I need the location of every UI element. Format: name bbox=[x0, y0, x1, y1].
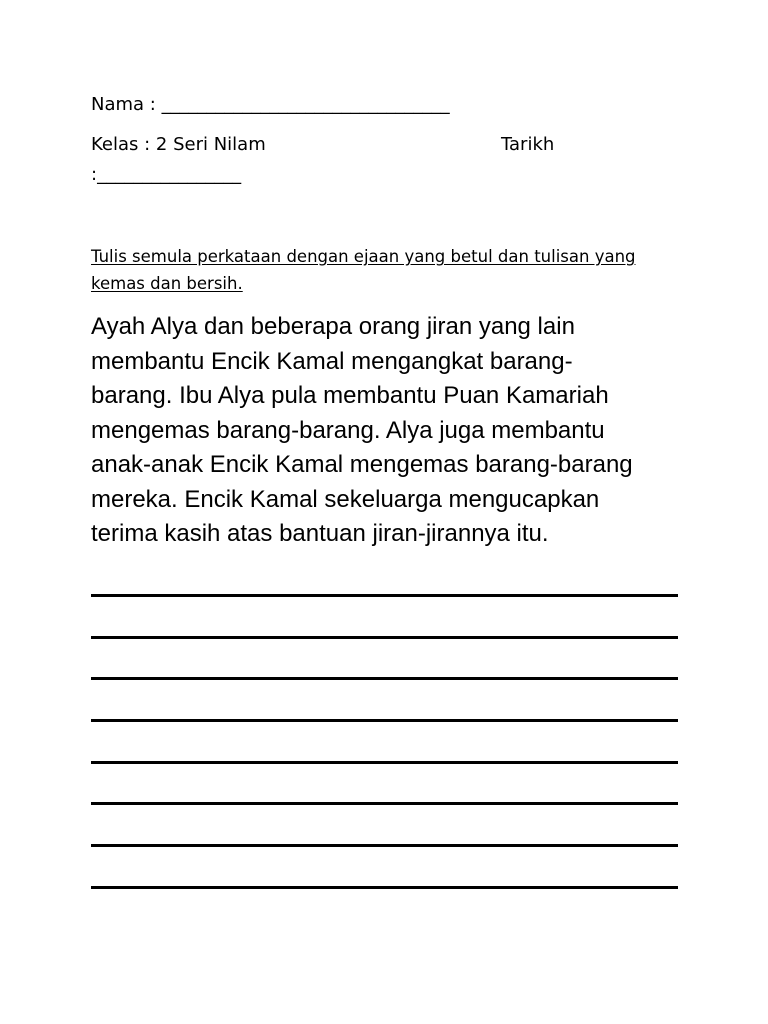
writing-line[interactable] bbox=[91, 886, 678, 889]
passage-line: anak-anak Encik Kamal mengemas barang-barang bbox=[91, 451, 633, 478]
class-field: Kelas : 2 Seri Nilam bbox=[91, 134, 266, 155]
passage-line: mereka. Encik Kamal sekeluarga mengucapkan bbox=[91, 485, 600, 513]
date-blank[interactable]: :________________ bbox=[91, 164, 242, 185]
writing-line[interactable] bbox=[91, 802, 678, 805]
name-label: Nama : bbox=[91, 94, 162, 115]
writing-line[interactable] bbox=[91, 719, 678, 722]
passage-line: terima kasih atas bantuan jiran-jirannya itu. bbox=[91, 520, 549, 547]
writing-line[interactable] bbox=[91, 761, 678, 764]
writing-line[interactable] bbox=[91, 844, 678, 847]
name-field-row bbox=[91, 94, 450, 116]
writing-line[interactable] bbox=[91, 636, 678, 639]
passage-line: Ayah Alya dan beberapa orang jiran yang lain bbox=[91, 313, 575, 340]
writing-line[interactable] bbox=[91, 677, 678, 680]
writing-area[interactable] bbox=[91, 594, 678, 928]
passage-line: membantu Encik Kamal mengangkat barang- bbox=[91, 347, 573, 375]
name-blank[interactable]: ________________________________ bbox=[161, 94, 450, 115]
writing-line[interactable] bbox=[91, 594, 678, 597]
passage-line: barang. Ibu Alya pula membantu Puan Kamariah bbox=[91, 382, 609, 409]
reading-passage bbox=[91, 310, 691, 552]
date-label: Tarikh bbox=[501, 134, 555, 155]
instruction-text: Tulis semula perkataan dengan ejaan yang betul dan tulisan yang kemas dan bersih. bbox=[91, 247, 636, 293]
passage-line: mengemas barang-barang. Alya juga membantu bbox=[91, 416, 605, 444]
